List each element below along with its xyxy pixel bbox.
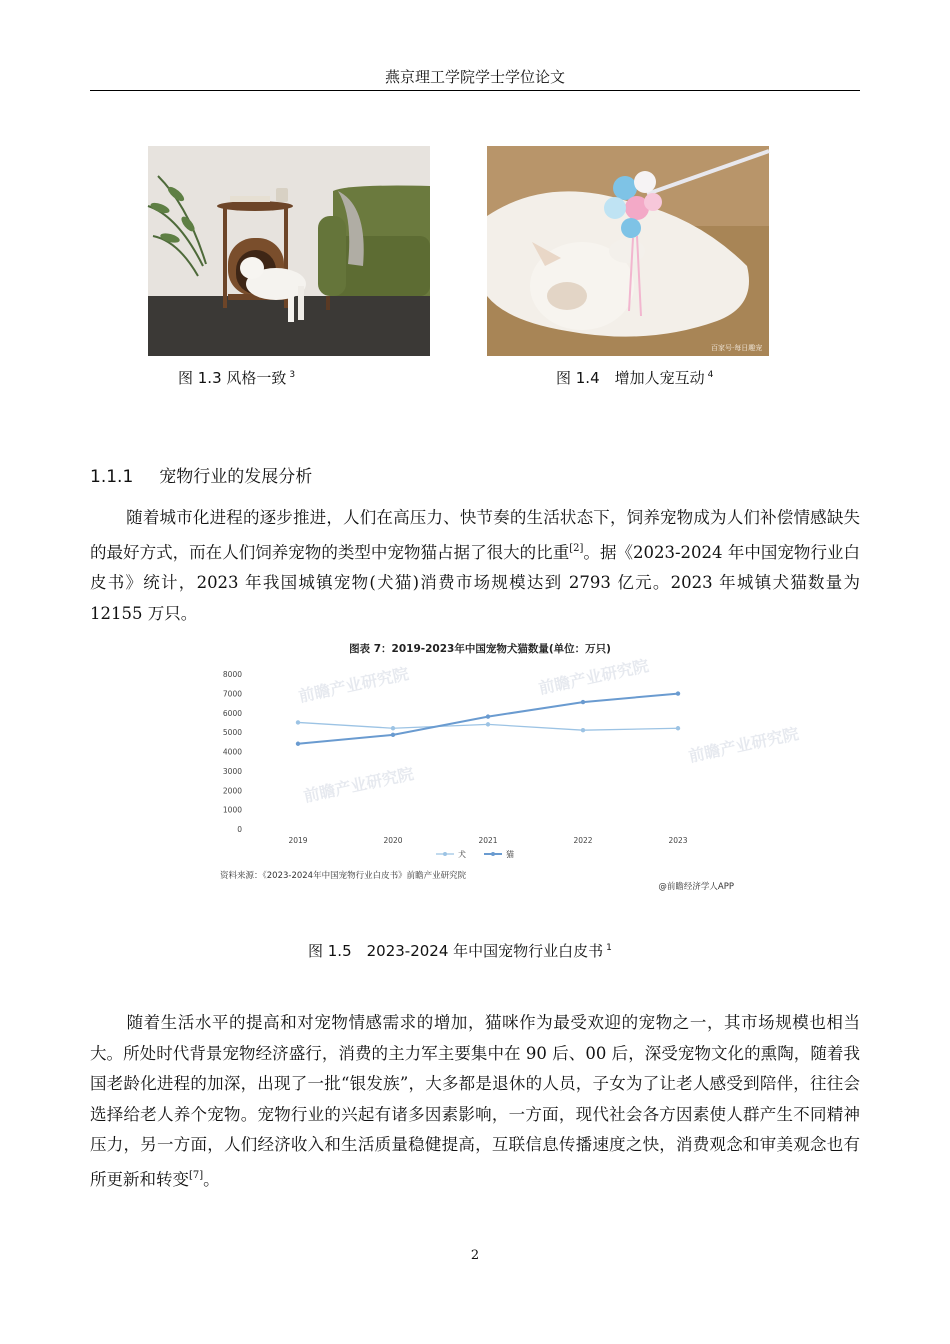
data-point (486, 714, 490, 718)
y-tick-label: 8000 (222, 670, 242, 679)
paragraph-text: 随着城市化进程的逐步推进，人们在高压力、快节奏的生活状态下，饲养宠物成为人们补偿情感缺失的最好方式，而在人们饲养宠物的类型中宠物猫占据了很大的比重 (90, 508, 860, 562)
y-tick-label: 4000 (222, 747, 242, 757)
legend-marker (443, 852, 447, 856)
caption-reference: 4 (707, 370, 714, 380)
caption-text: 图 1.3 风格一致 (178, 369, 287, 387)
x-tick-label: 2021 (478, 836, 498, 845)
figure-cat-playing-photo (487, 146, 769, 356)
x-tick-label: 2019 (288, 836, 308, 845)
chart-brand: @前瞻经济学人APP (658, 882, 734, 892)
chart-watermark: 前瞻产业研究院 (301, 764, 416, 806)
data-point (581, 728, 585, 732)
data-point (676, 691, 680, 695)
y-tick-label: 6000 (222, 708, 242, 718)
section-title: 宠物行业的发展分析 (159, 467, 313, 487)
paragraph-2 (90, 1008, 860, 1195)
x-tick-label: 2020 (383, 836, 403, 845)
y-tick-label: 0 (237, 825, 242, 834)
data-point (486, 722, 490, 726)
citation: [2] (569, 542, 584, 554)
paragraph-1 (90, 503, 860, 629)
figure-1-5-caption (308, 940, 612, 961)
paragraph-text: 。 (203, 1169, 220, 1189)
caption-reference: 3 (289, 370, 296, 380)
y-tick-label: 1000 (222, 805, 242, 815)
y-tick-label: 3000 (222, 766, 242, 776)
y-tick-label: 5000 (222, 728, 242, 738)
photo-watermark: 百家号·每日趣宠 (711, 344, 763, 352)
x-tick-label: 2022 (573, 836, 593, 845)
figure-1-4-caption (556, 367, 713, 388)
caption-reference: 1 (606, 943, 612, 953)
data-point (296, 720, 300, 724)
data-point (296, 742, 300, 746)
paragraph-text: 随着生活水平的提高和对宠物情感需求的增加，猫咪作为最受欢迎的宠物之一，其市场规模也相当大。所处时代背景宠物经济盛行，消费的主力军主要集中在 90 后、00 后，深受宠物文化的熏陶，随着我国老龄化进程的加深，出现了一批“银发族”，大多都是退休的人员，子女为了让老人感受到陪伴，往往会选择给老人养个宠物。宠物行业的兴起有诸多因素影响，一方面，现代社会各方因素使人群产生不同精神压力，另一方面，人们经济收入和生活质量稳健提高，互联信息传播速度之快，消费观念和审美观念也有所更新和转变 (90, 1013, 860, 1189)
section-heading (90, 462, 312, 487)
chart-watermark: 前瞻产业研究院 (296, 664, 411, 706)
caption-text: 图 1.4 增加人宠互动 (556, 369, 705, 387)
chart-svg (210, 632, 801, 894)
data-point (581, 700, 585, 704)
page-header: 燕京理工学院学士学位论文 (90, 64, 860, 91)
y-tick-label: 7000 (222, 689, 242, 699)
data-point (676, 726, 680, 730)
chart-watermark: 前瞻产业研究院 (686, 724, 801, 766)
x-tick-label: 2023 (668, 836, 688, 845)
legend-label: 猫 (506, 850, 514, 859)
legend-marker (491, 852, 495, 856)
page-number: 2 (470, 1248, 480, 1263)
data-point (391, 726, 395, 730)
caption-text: 图 1.5 2023-2024 年中国宠物行业白皮书 (308, 942, 604, 960)
data-point (391, 733, 395, 737)
y-tick-label: 2000 (222, 786, 242, 796)
chart-title: 图表 7：2019-2023年中国宠物犬猫数量(单位：万只) (349, 643, 611, 655)
paragraph-text: 。据《2023-2024 年中国宠物行业白皮书》统计，2023 年我国城镇宠物(犬猫)消费市场规模达到 2793 亿元。2023 年城镇犬猫数量为 12155 万只。 (90, 542, 860, 623)
section-number: 1.1.1 (90, 467, 134, 487)
chart-watermark: 前瞻产业研究院 (536, 656, 651, 698)
line-chart-figure (210, 632, 801, 894)
figure-1-3-caption (178, 367, 295, 388)
legend-label: 犬 (458, 850, 466, 859)
citation: [7] (189, 1169, 204, 1181)
chart-source: 资料来源：《2023-2024年中国宠物行业白皮书》前瞻产业研究院 (220, 871, 467, 881)
figure-cat-furniture-photo (148, 146, 430, 356)
